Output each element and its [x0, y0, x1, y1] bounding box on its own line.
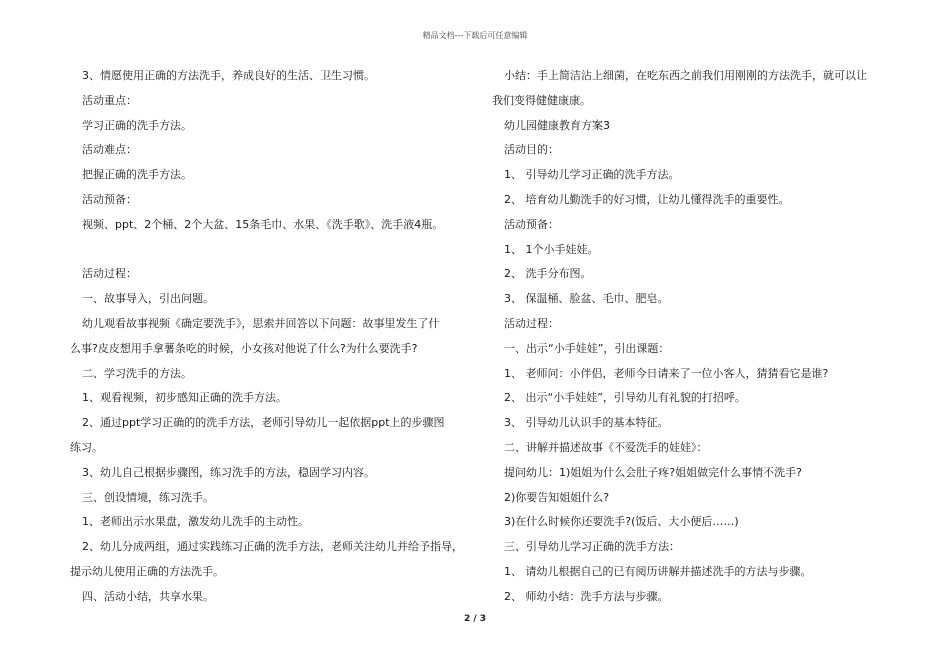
left-column-line: 四、活动小结，共享水果。: [82, 589, 214, 603]
left-column-line: 幼儿观看故事视频《确定要洗手》，思索并回答以下问题：故事里发生了什: [82, 316, 440, 330]
right-column-line: 2、 培育幼儿勤洗手的好习惯，让幼儿懂得洗手的重要性。: [504, 192, 790, 206]
left-column: [70, 64, 470, 610]
right-column-line: 3、 保温桶、脸盆、毛巾、肥皂。: [504, 292, 669, 306]
right-column-line: 2、 师幼小结：洗手方法与步骤。: [504, 589, 669, 603]
left-column-line: 1、观看视频，初步感知正确的洗手方法。: [82, 391, 287, 405]
right-column-line: 1、 请幼儿根据自己的已有阅历讲解并描述洗手的方法与步骤。: [504, 564, 812, 578]
right-column-line: 2、 洗手分布图。: [504, 267, 592, 281]
right-column-line: 活动目的：: [504, 143, 559, 157]
left-column-line: [70, 238, 470, 263]
left-column-line: 么事?皮皮想用手拿薯条吃的时候，小女孩对他说了什么?为什么要洗手?: [70, 341, 418, 355]
right-column-line: 二、讲解并描述故事《不爱洗手的娃娃》：: [504, 440, 708, 454]
left-column-line: 练习。: [70, 440, 103, 454]
right-column-line: 2)你要告知姐姐什么?: [504, 490, 610, 504]
left-column-line: 3、情愿使用正确的方法洗手，养成良好的生活、卫生习惯。: [82, 69, 375, 82]
left-column-line: 学习正确的洗手方法。: [82, 118, 192, 132]
left-column-line: 活动预备：: [82, 192, 137, 206]
right-column-line: 3、 引导幼儿认识手的基本特征。: [504, 416, 669, 430]
right-column-line: 1、 1个小手娃娃。: [504, 242, 599, 256]
left-column-line: 3、幼儿自己根据步骤图，练习洗手的方法，稳固学习内容。: [82, 465, 375, 479]
left-column-line: 活动重点：: [82, 93, 137, 107]
left-column-line: 视频、ppt、2个桶、2个大盆、15条毛巾、水果、《洗手歌》、洗手液4瓶。: [82, 217, 444, 231]
left-column-line: 1、老师出示水果盘，激发幼儿洗手的主动性。: [82, 515, 309, 529]
page-header: 精品文档---下载后可任意编辑: [422, 31, 528, 40]
right-column-line: 1、 引导幼儿学习正确的洗手方法。: [504, 168, 680, 182]
right-column-line: 提问幼儿：1)姐姐为什么会肚子疼?姐姐做完什么事情不洗手?: [504, 465, 802, 479]
right-column-line: 3)在什么时候你还要洗手?(饭后、大小便后……): [504, 515, 739, 529]
right-column-line: 我们变得健健康康。: [492, 93, 591, 107]
left-column-line: 三、创设情境，练习洗手。: [82, 490, 214, 504]
page-number: 2 / 3: [463, 614, 487, 624]
left-column-line: 2、幼儿分成两组，通过实践练习正确的洗手方法，老师关注幼儿并给予指导，: [82, 540, 463, 554]
right-column-line: 2、 出示“小手娃娃”，引导幼儿有礼貌的打招呼。: [504, 391, 746, 405]
right-column-line: 三、引导幼儿学习正确的洗手方法：: [504, 540, 680, 554]
left-column-line: 提示幼儿使用正确的方法洗手。: [70, 564, 224, 578]
left-column-line: 2、通过ppt学习正确的的洗手方法，老师引导幼儿一起依据ppt上的步骤图: [82, 416, 445, 430]
right-column-line: 1、 老师问：小伴侣，老师今日请来了一位小客人，猜猜看它是谁?: [504, 366, 829, 380]
right-column-line: 一、出示“小手娃娃”，引出课题：: [504, 341, 670, 355]
right-column: [492, 64, 892, 610]
left-column-line: 活动过程：: [82, 267, 137, 281]
left-column-line: 二、学习洗手的方法。: [82, 366, 192, 380]
left-column-line: 活动难点：: [82, 143, 137, 157]
left-column-line: 一、故事导入，引出问题。: [82, 292, 214, 306]
right-column-line: 活动过程：: [504, 316, 559, 330]
right-column-line: 小结：手上简洁沾上细菌，在吃东西之前我们用刚刚的方法洗手，就可以让: [504, 69, 867, 82]
left-column-line: 把握正确的洗手方法。: [82, 168, 192, 182]
right-column-line: 幼儿园健康教育方案3: [504, 118, 610, 132]
right-column-line: 活动预备：: [504, 217, 559, 231]
